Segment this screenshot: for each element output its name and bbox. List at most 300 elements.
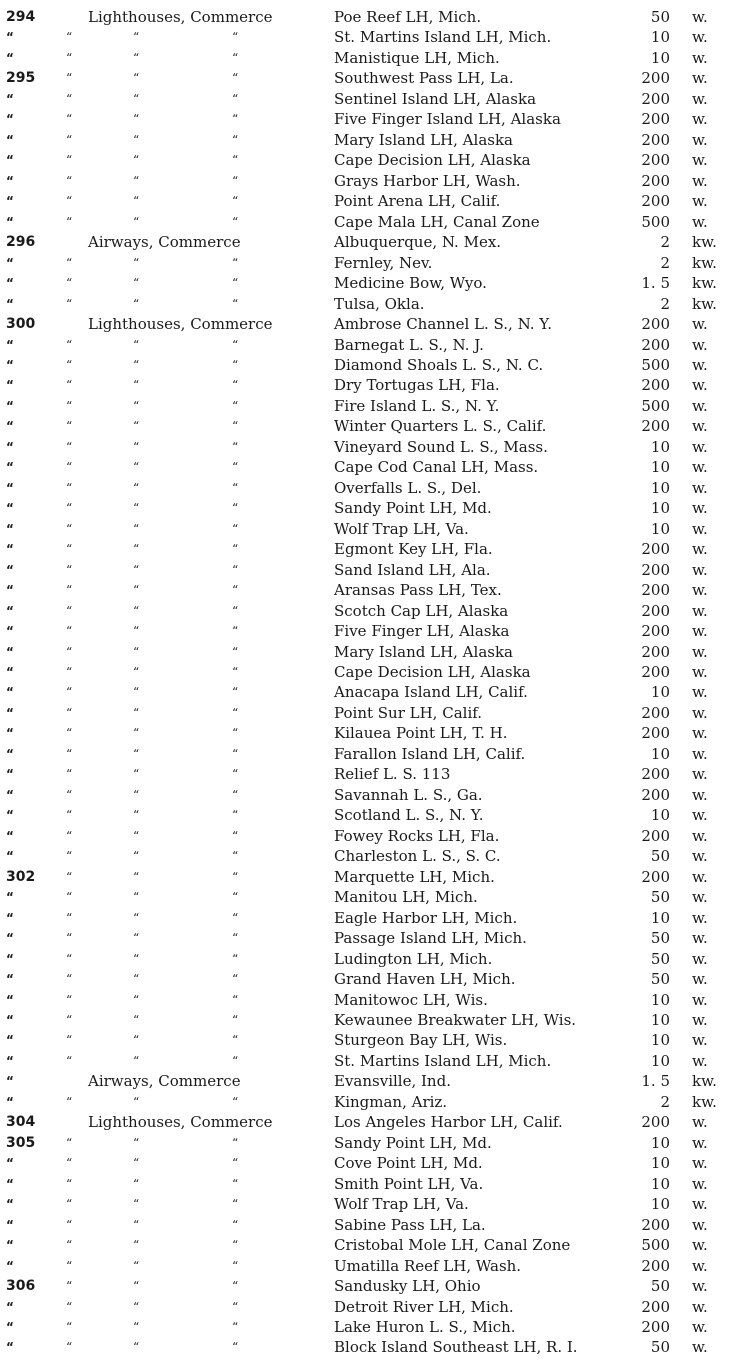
power-value: 200 (641, 1113, 670, 1132)
power-unit: w. (692, 355, 708, 374)
ditto-mark: “ (232, 1053, 239, 1068)
record-number: “ (6, 501, 14, 516)
ditto-mark: “ (66, 603, 73, 618)
power-value: 200 (641, 601, 670, 620)
ditto-mark: “ (66, 1094, 73, 1109)
power-unit: w. (692, 335, 708, 354)
ditto-mark: “ (66, 583, 73, 598)
power-unit: w. (692, 1174, 708, 1193)
station-name: Detroit River LH, Mich. (334, 1297, 514, 1316)
power-value: 10 (650, 437, 670, 456)
power-value: 200 (641, 1318, 670, 1336)
power-unit: w. (692, 1051, 708, 1070)
ditto-mark: “ (66, 521, 73, 536)
ditto-mark: “ (232, 910, 239, 925)
station-name: Overfalls L. S., Del. (334, 478, 482, 497)
table-row (0, 1112, 738, 1132)
ditto-mark: “ (232, 808, 239, 823)
power-unit: w. (692, 1010, 708, 1029)
ditto-mark: “ (232, 480, 239, 495)
ditto-mark: “ (232, 1320, 239, 1334)
ditto-mark: “ (66, 173, 73, 188)
ditto-mark: “ (232, 931, 239, 946)
ditto-mark: “ (232, 30, 239, 45)
record-number: 296 (6, 234, 36, 251)
station-name: Umatilla Reef LH, Wash. (334, 1256, 522, 1275)
service-name: Lighthouses, Commerce (88, 1113, 273, 1132)
table-row (0, 68, 738, 88)
power-value: 200 (641, 417, 670, 436)
ditto-mark: “ (133, 419, 140, 434)
power-unit: w. (692, 110, 708, 129)
record-number: “ (6, 542, 14, 557)
power-unit: w. (692, 1256, 708, 1275)
ditto-mark: “ (133, 685, 140, 700)
ditto-mark: “ (133, 972, 140, 987)
ditto-mark: “ (133, 439, 140, 454)
power-unit: w. (692, 1154, 708, 1173)
record-number: “ (6, 337, 14, 352)
ditto-mark: “ (66, 644, 73, 659)
record-number: “ (6, 583, 14, 598)
record-number: 302 (6, 868, 36, 885)
table-row (0, 601, 738, 621)
power-unit: w. (692, 622, 708, 641)
record-number: 306 (6, 1278, 36, 1295)
ditto-mark: “ (133, 1012, 140, 1027)
power-value: 10 (650, 499, 670, 518)
ditto-mark: “ (66, 1012, 73, 1027)
power-value: 200 (641, 663, 670, 681)
ditto-mark: “ (66, 255, 73, 270)
power-unit: w. (692, 1031, 708, 1050)
power-value: 200 (641, 867, 670, 886)
record-number: “ (6, 931, 14, 946)
table-row (0, 396, 738, 416)
ditto-mark: “ (66, 869, 73, 884)
station-name: Point Arena LH, Calif. (334, 192, 501, 211)
record-number: “ (6, 767, 14, 782)
record-number: “ (6, 951, 14, 966)
ditto-mark: “ (133, 624, 140, 639)
ditto-mark: “ (133, 1135, 140, 1150)
record-number: “ (6, 562, 14, 577)
power-value: 2 (660, 233, 670, 252)
power-value: 50 (650, 888, 670, 907)
ditto-mark: “ (232, 951, 239, 966)
power-unit: w. (692, 663, 708, 681)
table-row (0, 1133, 738, 1153)
ditto-mark: “ (66, 50, 73, 65)
table-row (0, 27, 738, 47)
ditto-mark: “ (133, 951, 140, 966)
record-number: “ (6, 521, 14, 536)
ditto-mark: “ (133, 705, 140, 720)
station-name: Ambrose Channel L. S., N. Y. (334, 315, 553, 334)
ditto-mark: “ (133, 398, 140, 413)
table-row (0, 273, 738, 293)
ditto-mark: “ (66, 890, 73, 905)
ditto-mark: “ (232, 112, 239, 127)
ditto-mark: “ (133, 378, 140, 393)
table-row (0, 437, 738, 457)
ditto-mark: “ (133, 214, 140, 229)
record-number: 294 (6, 9, 36, 25)
station-name: Cape Cod Canal LH, Mass. (334, 458, 539, 477)
station-name: Los Angeles Harbor LH, Calif. (334, 1113, 563, 1132)
power-unit: w. (692, 908, 708, 927)
power-unit: w. (692, 765, 708, 784)
ditto-mark: “ (133, 337, 140, 352)
ditto-mark: “ (232, 255, 239, 270)
ditto-mark: “ (66, 972, 73, 987)
power-value: 10 (650, 478, 670, 497)
table-row (0, 846, 738, 866)
ditto-mark: “ (133, 910, 140, 925)
power-unit: w. (692, 601, 708, 620)
table-row (0, 1010, 738, 1030)
power-value: 200 (641, 622, 670, 641)
ditto-mark: “ (66, 1176, 73, 1191)
ditto-mark: “ (133, 931, 140, 946)
station-name: Passage Island LH, Mich. (334, 929, 527, 948)
ditto-mark: “ (133, 153, 140, 168)
ditto-mark: “ (66, 746, 73, 761)
station-name: Cove Point LH, Md. (334, 1154, 483, 1173)
station-name: Egmont Key LH, Fla. (334, 540, 493, 559)
ditto-mark: “ (232, 91, 239, 106)
station-name: Kilauea Point LH, T. H. (334, 724, 508, 743)
record-number: “ (6, 685, 14, 700)
table-row (0, 1317, 738, 1337)
power-value: 200 (641, 540, 670, 559)
ditto-mark: “ (133, 828, 140, 843)
record-number: “ (6, 624, 14, 639)
ditto-mark: “ (232, 1094, 239, 1109)
ditto-mark: “ (66, 1299, 73, 1314)
table-row (0, 191, 738, 211)
power-unit: w. (692, 1236, 708, 1255)
power-unit: w. (692, 826, 708, 845)
station-name: Dry Tortugas LH, Fla. (334, 376, 500, 395)
ditto-mark: “ (232, 357, 239, 372)
ditto-mark: “ (133, 357, 140, 372)
ditto-mark: “ (66, 1217, 73, 1232)
ditto-mark: “ (133, 30, 140, 45)
ditto-mark: “ (232, 726, 239, 741)
table-row (0, 969, 738, 989)
power-value: 200 (641, 89, 670, 108)
table-row (0, 1071, 738, 1091)
record-number: “ (6, 194, 14, 209)
power-unit: w. (692, 437, 708, 456)
ditto-mark: “ (232, 869, 239, 884)
ditto-mark: “ (133, 890, 140, 905)
table-row (0, 355, 738, 375)
ditto-mark: “ (133, 255, 140, 270)
table-row (0, 539, 738, 559)
power-value: 200 (641, 560, 670, 579)
table-row (0, 682, 738, 702)
ditto-mark: “ (66, 931, 73, 946)
table-row (0, 253, 738, 273)
ditto-mark: “ (232, 1238, 239, 1253)
record-number: “ (6, 849, 14, 864)
ditto-mark: “ (232, 603, 239, 618)
power-unit: w. (692, 1338, 708, 1357)
station-name: Lake Huron L. S., Mich. (334, 1318, 516, 1336)
power-value: 10 (650, 1133, 670, 1152)
record-number: “ (6, 972, 14, 987)
power-unit: kw. (692, 1072, 717, 1091)
record-number: “ (6, 398, 14, 413)
power-value: 200 (641, 171, 670, 190)
power-value: 50 (650, 949, 670, 968)
table-row (0, 1153, 738, 1173)
power-unit: w. (692, 581, 708, 600)
ditto-mark: “ (66, 665, 73, 679)
ditto-mark: “ (133, 501, 140, 516)
ditto-mark: “ (232, 501, 239, 516)
power-unit: w. (692, 806, 708, 825)
power-value: 10 (650, 1010, 670, 1029)
station-name: Tulsa, Okla. (334, 294, 425, 313)
ditto-mark: “ (232, 194, 239, 209)
record-number: “ (6, 828, 14, 843)
table-row (0, 171, 738, 191)
ditto-mark: “ (66, 1238, 73, 1253)
ditto-mark: “ (66, 1258, 73, 1273)
station-name: Albuquerque, N. Mex. (334, 233, 502, 252)
ditto-mark: “ (133, 480, 140, 495)
ditto-mark: “ (66, 419, 73, 434)
ditto-mark: “ (232, 276, 239, 291)
table-row (0, 335, 738, 355)
power-unit: w. (692, 376, 708, 395)
power-value: 10 (650, 806, 670, 825)
power-unit: kw. (692, 233, 717, 252)
ditto-mark: “ (232, 214, 239, 229)
table-row (0, 621, 738, 641)
ditto-mark: “ (66, 71, 73, 86)
station-name: Sandusky LH, Ohio (334, 1277, 481, 1296)
ditto-mark: “ (232, 583, 239, 598)
ditto-mark: “ (66, 726, 73, 741)
station-name: Cape Mala LH, Canal Zone (334, 212, 540, 231)
ditto-mark: “ (66, 378, 73, 393)
ditto-mark: “ (232, 705, 239, 720)
record-number: “ (6, 480, 14, 495)
station-name: Five Finger Island LH, Alaska (334, 110, 561, 129)
table-row (0, 1276, 738, 1296)
table-row (0, 764, 738, 784)
record-number: 304 (6, 1114, 36, 1131)
record-number: “ (6, 1258, 14, 1273)
ditto-mark: “ (133, 1299, 140, 1314)
record-number: “ (6, 1238, 14, 1253)
ditto-mark: “ (232, 296, 239, 311)
power-value: 200 (641, 1256, 670, 1275)
record-number: “ (6, 1156, 14, 1171)
ditto-mark: “ (133, 173, 140, 188)
table-row (0, 232, 738, 252)
station-name: Grays Harbor LH, Wash. (334, 171, 521, 190)
record-number: “ (6, 1012, 14, 1027)
station-name: Five Finger LH, Alaska (334, 622, 510, 641)
station-name: Sturgeon Bay LH, Wis. (334, 1031, 508, 1050)
station-name: Sentinel Island LH, Alaska (334, 89, 537, 108)
table-row (0, 1235, 738, 1255)
power-value: 10 (650, 519, 670, 538)
ditto-mark: “ (66, 1156, 73, 1171)
power-unit: w. (692, 48, 708, 67)
station-name: Sandy Point LH, Md. (334, 1133, 492, 1152)
power-value: 10 (650, 1174, 670, 1193)
ditto-mark: “ (232, 542, 239, 557)
ditto-mark: “ (66, 296, 73, 311)
power-value: 50 (650, 1338, 670, 1357)
record-number: 305 (6, 1134, 36, 1151)
service-name: Lighthouses, Commerce (88, 315, 273, 334)
table-row (0, 109, 738, 129)
station-name: Evansville, Ind. (334, 1072, 451, 1091)
power-value: 1. 5 (641, 274, 670, 293)
ditto-mark: “ (232, 665, 239, 679)
ditto-mark: “ (66, 276, 73, 291)
ditto-mark: “ (133, 665, 140, 679)
ditto-mark: “ (66, 705, 73, 720)
ditto-mark: “ (133, 1094, 140, 1109)
record-number: “ (6, 1217, 14, 1232)
table-row (0, 867, 738, 887)
station-name: Smith Point LH, Va. (334, 1174, 484, 1193)
station-name: Kewaunee Breakwater LH, Wis. (334, 1010, 577, 1029)
ditto-mark: “ (232, 972, 239, 987)
ditto-mark: “ (232, 624, 239, 639)
power-unit: w. (692, 192, 708, 211)
station-name: Kingman, Ariz. (334, 1092, 448, 1111)
table-row (0, 1215, 738, 1235)
ditto-mark: “ (232, 1033, 239, 1048)
table-row (0, 826, 738, 846)
power-unit: w. (692, 89, 708, 108)
ditto-mark: “ (232, 787, 239, 802)
power-unit: w. (692, 847, 708, 866)
ditto-mark: “ (232, 685, 239, 700)
power-unit: w. (692, 744, 708, 763)
power-value: 50 (650, 929, 670, 948)
power-unit: w. (692, 519, 708, 538)
ditto-mark: “ (66, 337, 73, 352)
record-number: “ (6, 644, 14, 659)
ditto-mark: “ (66, 992, 73, 1007)
ditto-mark: “ (232, 828, 239, 843)
power-unit: w. (692, 1113, 708, 1132)
table-row (0, 1051, 738, 1071)
station-name: Aransas Pass LH, Tex. (334, 581, 502, 600)
power-unit: w. (692, 1195, 708, 1214)
ditto-mark: “ (66, 357, 73, 372)
station-name: Mary Island LH, Alaska (334, 130, 513, 149)
ditto-mark: “ (133, 746, 140, 761)
station-name: St. Martins Island LH, Mich. (334, 1051, 552, 1070)
table-row (0, 1092, 738, 1112)
ditto-mark: “ (133, 603, 140, 618)
ditto-mark: “ (66, 112, 73, 127)
power-unit: w. (692, 888, 708, 907)
ditto-mark: “ (66, 1053, 73, 1068)
record-number: “ (6, 603, 14, 618)
record-number: “ (6, 890, 14, 905)
ditto-mark: “ (232, 1197, 239, 1212)
power-value: 10 (650, 458, 670, 477)
ditto-mark: “ (133, 767, 140, 782)
table-row (0, 642, 738, 662)
power-unit: w. (692, 499, 708, 518)
power-value: 10 (650, 1031, 670, 1050)
power-value: 10 (650, 48, 670, 67)
record-number: “ (6, 665, 14, 679)
power-value: 2 (660, 294, 670, 313)
record-number: “ (6, 112, 14, 127)
power-unit: w. (692, 151, 708, 170)
power-unit: w. (692, 458, 708, 477)
power-value: 500 (641, 1236, 670, 1255)
table-row (0, 1256, 738, 1276)
ditto-mark: “ (232, 132, 239, 147)
power-value: 200 (641, 110, 670, 129)
station-name: Medicine Bow, Wyo. (334, 274, 487, 293)
ditto-mark: “ (66, 1340, 73, 1355)
table-row (0, 580, 738, 600)
record-number: “ (6, 1176, 14, 1191)
power-value: 10 (650, 1154, 670, 1173)
table-row (0, 457, 738, 477)
ditto-mark: “ (66, 1279, 73, 1294)
record-number: “ (6, 726, 14, 741)
power-value: 50 (650, 847, 670, 866)
power-unit: w. (692, 642, 708, 661)
station-name: Cape Decision LH, Alaska (334, 151, 531, 170)
ditto-mark: “ (66, 767, 73, 782)
ditto-mark: “ (66, 849, 73, 864)
record-number: “ (6, 132, 14, 147)
station-name: Cristobal Mole LH, Canal Zone (334, 1236, 571, 1255)
ditto-mark: “ (133, 644, 140, 659)
ditto-mark: “ (133, 1279, 140, 1294)
power-unit: w. (692, 478, 708, 497)
power-value: 1. 5 (641, 1072, 670, 1091)
station-name: Block Island Southeast LH, R. I. (334, 1338, 578, 1357)
power-unit: w. (692, 560, 708, 579)
table-row (0, 89, 738, 109)
power-unit: w. (692, 970, 708, 989)
ditto-mark: “ (66, 132, 73, 147)
power-unit: w. (692, 703, 708, 722)
ditto-mark: “ (133, 1217, 140, 1232)
record-number: “ (6, 787, 14, 802)
station-name: Anacapa Island LH, Calif. (334, 683, 528, 702)
power-value: 200 (641, 151, 670, 170)
record-number: “ (6, 255, 14, 270)
ditto-mark: “ (133, 1258, 140, 1273)
power-unit: w. (692, 130, 708, 149)
station-list (0, 7, 738, 1358)
table-row (0, 498, 738, 518)
station-name: Scotland L. S., N. Y. (334, 806, 484, 825)
power-unit: w. (692, 1277, 708, 1296)
station-name: Diamond Shoals L. S., N. C. (334, 355, 544, 374)
